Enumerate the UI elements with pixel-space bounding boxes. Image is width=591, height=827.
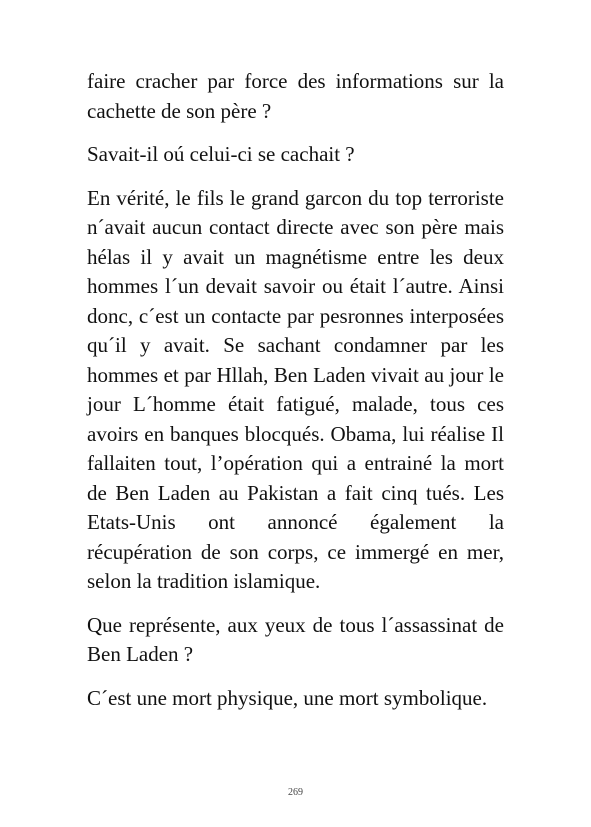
paragraph-1: faire cracher par force des informations sur la cachette de son père ? (87, 69, 504, 123)
paragraph-4: Que représente, aux yeux de tous l´assassinat de Ben Laden ? (87, 612, 504, 666)
paragraph-2: Savait-il oú celui-ci se cachait ? (87, 142, 355, 166)
page-number: 269 (288, 787, 303, 798)
paragraph-5: C´est une mort physique, une mort symbolique. (87, 685, 488, 710)
paragraph-3: En vérité, le fils le grand garcon du top terroriste n´avait aucun contact directe avec son père mais hélas il y avait un magnétisme entre les deux hommes l´un devait savoir ou était l´autre. Ainsi donc, c´est un contacte par pesronnes interposées qu´il y avait. Se sachant condamner par les hommes et par Hllah, Ben Laden vivait au jour le jour L´homme était fatigué, malade, tous ces avoirs en banques blocqués. Obama, lui réalise Il fallaiten tout, l’opération qui a entrainé la mort de Ben Laden au Pakistan a fait cinq tués. Les Etats-Unis ont annoncé également la récupération de son corps, ce immergé en mer, selon la tradition islamique. (87, 185, 504, 593)
body-text (87, 67, 504, 727)
